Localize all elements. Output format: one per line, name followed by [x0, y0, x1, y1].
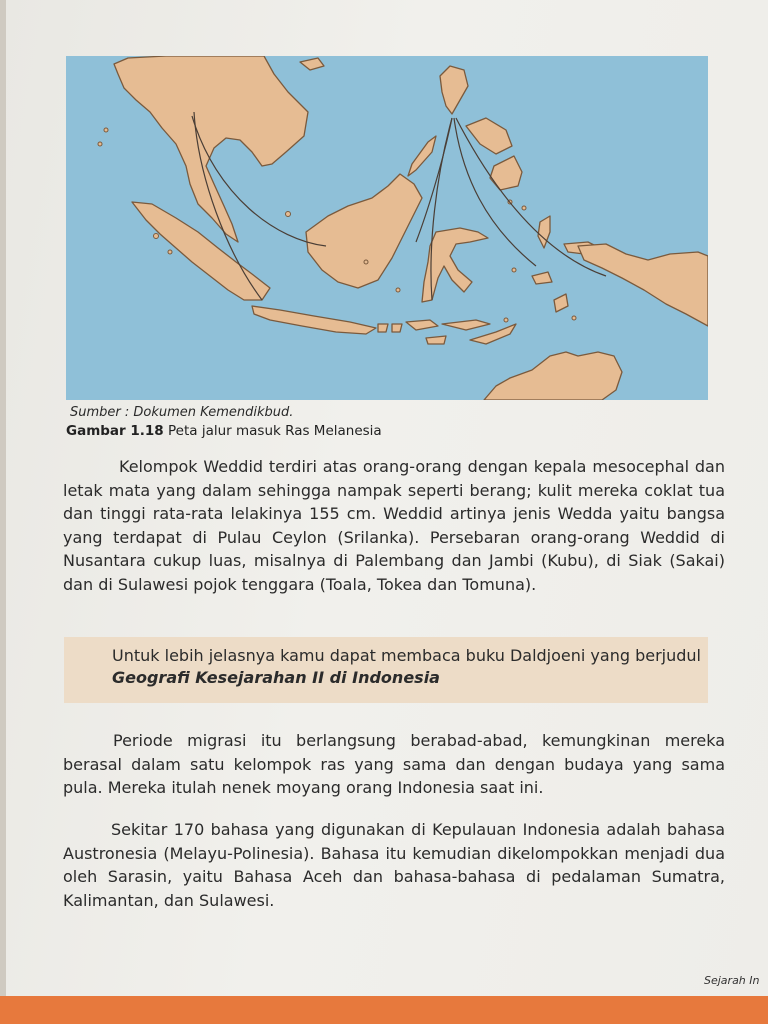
bali — [378, 324, 388, 332]
sumbawa — [406, 320, 438, 330]
buru — [532, 272, 552, 284]
island-dot — [104, 128, 108, 132]
halmahera — [538, 216, 550, 248]
migration-route-3 — [416, 118, 452, 242]
info-box-body: Untuk lebih jelasnya kamu dapat membaca buku Daldjoeni yang berjudul — [112, 646, 701, 665]
australia — [484, 352, 622, 400]
footer-book-title: Sejarah In — [704, 974, 760, 987]
migration-map — [66, 56, 708, 400]
figure-title: Peta jalur masuk Ras Melanesia — [168, 423, 382, 439]
palawan — [408, 136, 436, 176]
paragraph-weddid: Kelompok Weddid terdiri atas orang-orang dengan kepala mesocephal dan letak mata yang dalam sehingga nampak seperti berang; kulit mereka coklat tua dan tinggi rata-rata lelakinya 155 cm. Weddid artinya jenis Wedda yaitu bangsa yang terdapat di Pulau Ceylon (Srilanka). Persebaran orang-orang Weddid di Nusantara cukup luas, misalnya di Palembang dan Jambi (Kubu), di Siak (Sakai) dan di Sulawesi pojok tenggara (Toala, Tokea dan Tomuna). — [63, 457, 725, 594]
hainan — [300, 58, 324, 70]
island-dot — [396, 288, 400, 292]
figure-caption — [66, 423, 382, 439]
flores — [442, 320, 490, 330]
island-dot — [98, 142, 102, 146]
lombok — [392, 324, 402, 332]
paragraph-migration: Periode migrasi itu berlangsung berabad-abad, kemungkinan mereka berasal dalam satu kelompok ras yang sama dan dengan budaya yang sama pula. Mereka itulah nenek moyang orang Indonesia saat ini. — [63, 731, 725, 797]
info-box-text — [112, 645, 702, 689]
footer-bar — [0, 996, 768, 1024]
island-dot — [154, 234, 159, 239]
map-graphic — [66, 56, 708, 400]
figure-label: Gambar 1.18 — [66, 423, 164, 439]
island-dot — [522, 206, 526, 210]
island-dot — [504, 318, 508, 322]
tanimbar — [554, 294, 568, 312]
island-dot — [512, 268, 516, 272]
island-dot — [364, 260, 368, 264]
java — [252, 306, 376, 334]
island-dot — [286, 212, 291, 217]
borneo — [306, 174, 422, 288]
paragraph-language: Sekitar 170 bahasa yang digunakan di Kepulauan Indonesia adalah bahasa Austronesia (Melayu-Polinesia). Bahasa itu kemudian dikelompokkan menjadi dua oleh Sarasin, yaitu Bahasa Aceh dan bahasa-bahasa di pedalaman Sumatra, Kalimantan, dan Sulawesi. — [63, 820, 725, 910]
luzon — [440, 66, 468, 114]
new-guinea — [578, 244, 708, 326]
figure-source: Sumber : Dokumen Kemendikbud. — [70, 405, 294, 420]
mindanao — [490, 156, 522, 190]
sumatra — [132, 202, 270, 300]
book-title: Geografi Kesejarahan II di Indonesia — [112, 668, 440, 687]
sumba — [426, 336, 446, 344]
island-dot — [572, 316, 576, 320]
island-dot — [168, 250, 172, 254]
